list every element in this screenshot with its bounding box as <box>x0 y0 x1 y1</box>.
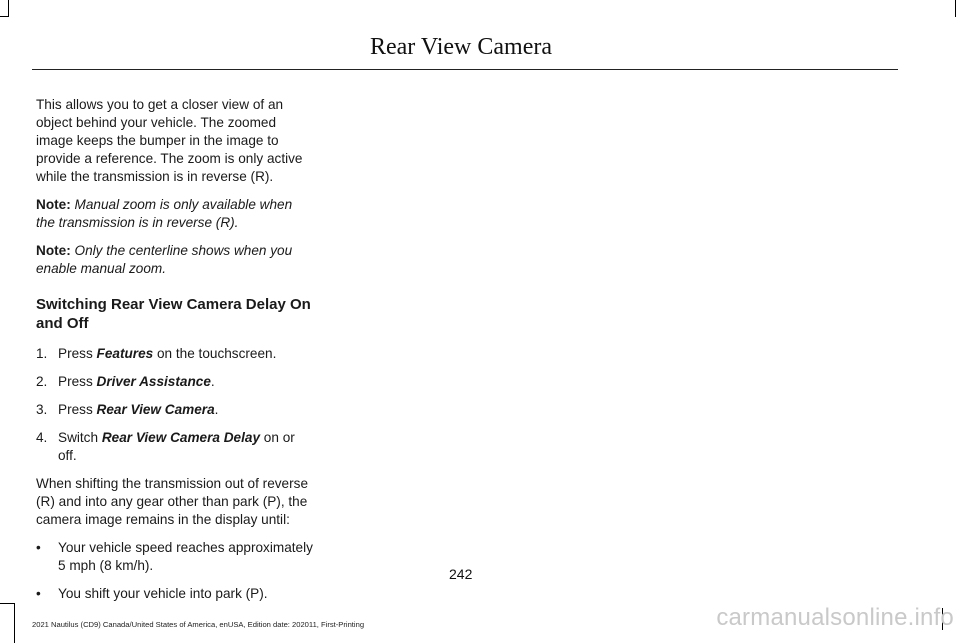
steps-list <box>36 345 314 465</box>
note-label: Note: <box>36 197 71 212</box>
header-rule <box>32 69 898 70</box>
note-manual-zoom <box>36 196 314 232</box>
list-item <box>36 585 314 603</box>
step-number: 3. <box>36 402 48 417</box>
footer-edition-info: 2021 Nautilus (CD9) Canada/United States of America, enUSA, Edition date: 202011, First-Printing <box>32 620 365 629</box>
list-item <box>36 429 314 465</box>
crop-mark-top-left-v <box>8 0 9 16</box>
note-text: Manual zoom is only available when the transmission is in reverse (R). <box>36 197 293 230</box>
step-number: 4. <box>36 430 48 445</box>
bullet-text: Your vehicle speed reaches approximately 5 mph (8 km/h). <box>58 540 313 573</box>
note-centerline <box>36 242 314 278</box>
page-header-title: Rear View Camera <box>369 34 552 60</box>
step-text: Press <box>58 346 97 361</box>
list-item <box>36 401 314 419</box>
note-text: Only the centerline shows when you enable manual zoom. <box>36 243 293 276</box>
step-text: on the touchscreen. <box>153 346 277 361</box>
bullet-icon: • <box>36 540 41 555</box>
step-text: . <box>214 402 219 417</box>
crop-mark-top-right <box>955 0 956 17</box>
crop-mark-top-left-h <box>0 16 9 17</box>
bullets-list <box>36 539 314 603</box>
section-heading: Switching Rear View Camera Delay On and Off <box>36 296 311 332</box>
crop-mark-bottom-left-h <box>0 603 15 604</box>
after-steps-paragraph: When shifting the transmission out of reverse (R) and into any gear other than park (P), the camera image remains in the display until: <box>36 476 309 527</box>
keyword-rear-view-camera: Rear View Camera <box>96 402 215 417</box>
keyword-features: Features <box>96 346 154 361</box>
page-number: 242 <box>449 566 473 582</box>
step-number: 2. <box>36 374 48 389</box>
content-column <box>36 96 314 613</box>
bullet-icon: • <box>36 586 41 601</box>
step-text: Press <box>58 374 97 389</box>
keyword-rear-view-camera-delay: Rear View Camera Delay <box>101 430 261 445</box>
step-text: . <box>210 374 215 389</box>
step-text: Switch <box>58 430 102 445</box>
keyword-driver-assistance: Driver Assistance <box>96 374 211 389</box>
bullet-text: You shift your vehicle into park (P). <box>58 586 268 601</box>
list-item <box>36 345 314 363</box>
crop-mark-bottom-left-v <box>14 603 15 643</box>
step-number: 1. <box>36 346 48 361</box>
step-text: on or off. <box>58 430 295 463</box>
list-item <box>36 373 314 391</box>
step-text: Press <box>58 402 97 417</box>
watermark: carmanualsonline.info <box>716 604 954 631</box>
list-item <box>36 539 314 575</box>
note-label: Note: <box>36 243 71 258</box>
intro-paragraph: This allows you to get a closer view of an object behind your vehicle. The zoomed image keeps the bumper in the image to provide a reference. The zoom is only active while the transmission is in reverse (R). <box>36 97 303 184</box>
